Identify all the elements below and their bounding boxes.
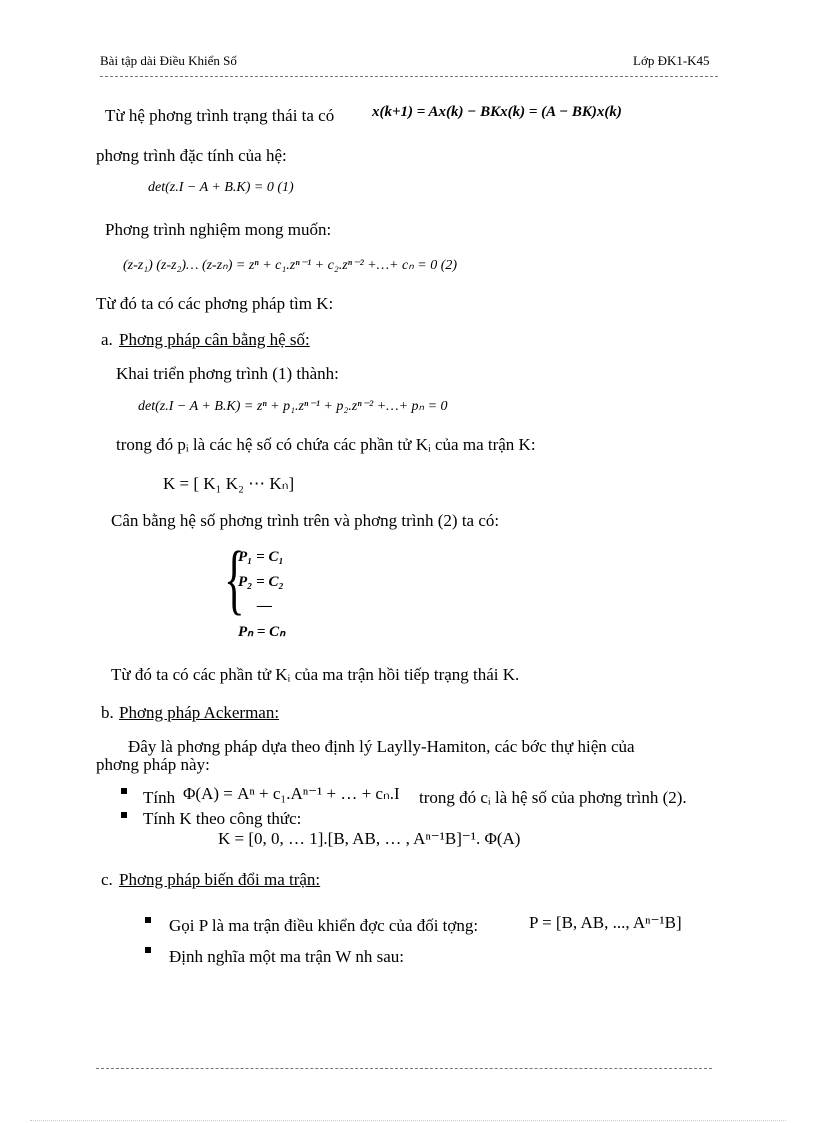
- closed-loop-formula: x(k+1) = Ax(k) − BKx(k) = (A − BK)x(k): [372, 104, 622, 120]
- system-line-n: Pₙ = Cₙ: [238, 624, 286, 640]
- section-c-title: Phơng pháp biến đổi ma trận:: [119, 870, 321, 889]
- equation-1: det(z.I − A + B.K) = 0 (1): [148, 180, 294, 195]
- section-b-prefix: b.: [101, 703, 114, 722]
- section-b-para-line1: Đây là phơng pháp dựa theo định lý Laylly-Hamiton, các bớc thự hiện của: [128, 737, 635, 756]
- intro-text: Từ hệ phơng trình trạng thái ta có: [105, 106, 335, 125]
- section-a-prefix: a.: [101, 330, 113, 349]
- b-item1-prefix: Tính: [143, 788, 176, 807]
- bullet-icon: [145, 917, 151, 923]
- c-item2-text: Định nghĩa một ma trận W nh sau:: [169, 947, 404, 966]
- characteristic-eq-label: phơng trình đặc tính của hệ:: [96, 146, 287, 165]
- section-c-prefix: c.: [101, 870, 113, 889]
- controllability-matrix-formula: P = [B, AB, ..., Aⁿ⁻¹B]: [529, 913, 682, 932]
- section-a-line3: Cân bằng hệ số phơng trình trên và phơng trình (2) ta có:: [111, 511, 500, 530]
- section-b-title: Phơng pháp Ackerman:: [119, 703, 280, 722]
- section-b-para-line2: phơng pháp này:: [96, 755, 210, 774]
- k-vector: K = [ K₁ K₂ ⋯ Kₙ]: [163, 474, 295, 493]
- system-line-2: P₂ = C₂: [238, 574, 284, 590]
- header-divider: [100, 76, 718, 77]
- page-edge-dots: [30, 1120, 786, 1121]
- phi-formula: Φ(A) = Aⁿ + c₁.Aⁿ⁻¹ + … + cₙ.I: [183, 784, 400, 803]
- section-a-line4: Từ đó ta có các phần tử Kᵢ của ma trận hồi tiếp trạng thái K.: [111, 665, 520, 684]
- footer-divider: [96, 1068, 712, 1069]
- b-item2-text: Tính K theo công thức:: [143, 809, 302, 828]
- header-title: Bài tập dài Điều Khiển Số: [100, 53, 237, 68]
- desired-roots-label: Phơng trình nghiệm mong muốn:: [105, 220, 332, 239]
- bullet-icon: [145, 947, 151, 953]
- equation-2: (z-z₁) (z-z₂)… (z-zₙ) = zⁿ + c₁.zⁿ⁻¹ + c₂.zⁿ⁻² +…+ cₙ = 0 (2): [123, 258, 458, 273]
- system-line-ellipsis: —: [257, 598, 272, 614]
- bullet-icon: [121, 788, 127, 794]
- b-item1-suffix: trong đó cᵢ là hệ số của phơng trình (2).: [419, 788, 687, 807]
- bullet-icon: [121, 812, 127, 818]
- section-a-title: Phơng pháp cân bằng hệ số:: [119, 330, 310, 349]
- c-item1-text: Gọi P là ma trận điều khiển đợc của đối tợng:: [169, 916, 479, 935]
- methods-intro: Từ đó ta có các phơng pháp tìm K:: [96, 294, 334, 313]
- ackerman-formula: K = [0, 0, … 1].[B, AB, … , Aⁿ⁻¹B]⁻¹. Φ(A): [218, 829, 521, 848]
- section-a-line1: Khai triển phơng trình (1) thành:: [116, 364, 339, 383]
- section-a-equation: det(z.I − A + B.K) = zⁿ + p₁.zⁿ⁻¹ + p₂.zⁿ⁻² +…+ pₙ = 0: [138, 399, 448, 414]
- system-line-1: P₁ = C₁: [238, 549, 284, 565]
- system-brace: {: [224, 535, 245, 622]
- section-a-line2: trong đó pᵢ là các hệ số có chứa các phần tử Kᵢ của ma trận K:: [116, 435, 536, 454]
- header-class: Lớp ĐK1-K45: [633, 53, 710, 68]
